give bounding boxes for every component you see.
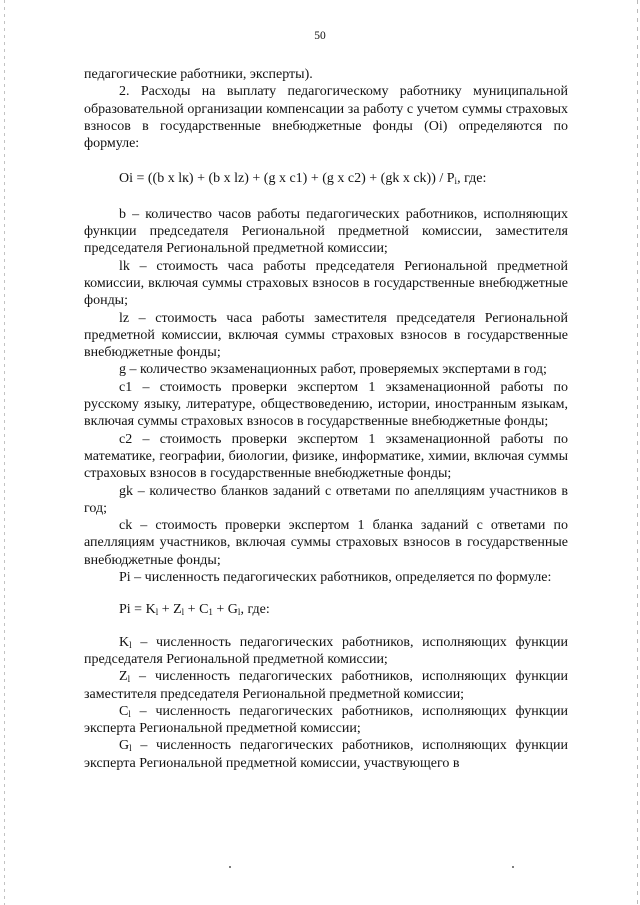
- symbol-g: G: [119, 738, 130, 754]
- definition-g: g – количество экзаменационных работ, проверяемых экспертами в год;: [119, 362, 547, 378]
- definition-c-text: – численность педагогических работников, исполняющих функции эксперта Региональной предметной комиссии;: [84, 703, 568, 737]
- scan-edge-left: [4, 0, 5, 905]
- definition-ck: ck – стоимость проверки экспертом 1 бланка заданий с ответами по апелляциям участников, включая суммы страховых взносов в государственные внебюджетные фонды;: [84, 518, 568, 568]
- paragraph-continuation: педагогические работники, эксперты).: [84, 67, 313, 82]
- symbol-k-sub: l: [129, 639, 132, 650]
- definition-g-count: [84, 737, 568, 772]
- definition-k-text: – численность педагогических работников, исполняющих функции председателя Региональной предметной комиссии;: [84, 634, 568, 667]
- symbol-c: C: [119, 703, 129, 719]
- symbol-z: Z: [119, 669, 128, 685]
- formula-oi-sub: i: [454, 176, 458, 187]
- paragraph-item-2: 2. Расходы на выплату педагогическому работнику муниципальной образовательной организации компенсации за работу с учетом суммы страховых взносов в государственные внебюджетные фонды (Oi) определяются по формуле:: [84, 84, 568, 152]
- definition-gk: gk – количество бланков заданий с ответами по апелляциям участников в год;: [84, 483, 568, 516]
- formula-oi-main: Oi = ((b x lк) + (b x lz) + (g x c1) + (g x c2) + (gk x ck)) / P: [119, 171, 455, 187]
- document-body: [84, 66, 568, 772]
- definition-lk: lk – стоимость часа работы председателя Региональной предметной комиссии, включая суммы страховых взносов в государственные внебюджетные фонды;: [84, 258, 568, 309]
- definition-c2: c2 – стоимость проверки экспертом 1 экзаменационной работы по математике, географии, биологии, физике, информатике, химии, включая суммы страховых взносов в государственные внебюджетные фонды;: [84, 431, 568, 482]
- scan-speck: [229, 866, 231, 868]
- symbol-z-sub: l: [127, 674, 131, 685]
- formula-pi-sub: l: [181, 607, 185, 618]
- formula-oi: [84, 170, 568, 187]
- scan-speck: [512, 866, 514, 868]
- formula-pi-part: , где:: [240, 602, 270, 618]
- definition-z: [84, 668, 568, 703]
- formula-pi-part: + Z: [158, 602, 182, 618]
- scan-edge-right: [637, 0, 638, 905]
- formula-pi-part: Pi = K: [119, 602, 156, 618]
- definition-c1: c1 – стоимость проверки экспертом 1 экзаменационной работы по русскому языку, литературе, обществоведению, истории, иностранным языкам, включая суммы страховых взносов в государственные внебюджетные фонды;: [84, 379, 568, 430]
- definition-c: [84, 703, 568, 738]
- symbol-k: K: [119, 634, 130, 650]
- formula-pi-sub: l: [237, 607, 241, 618]
- definition-pi: Pi – численность педагогических работников, определяется по формуле:: [119, 570, 552, 586]
- formula-pi: [84, 601, 568, 618]
- page-number: 50: [314, 30, 326, 42]
- formula-pi-sub: l: [155, 607, 159, 618]
- definition-g-count-text: – численность педагогических работников, исполняющих функции эксперта Региональной предметной комиссии, участвующего в: [84, 738, 568, 771]
- definition-b: b – количество часов работы педагогических работников, исполняющих функции председателя Региональной предметной комиссии, заместителя председателя Региональной предметной комиссии;: [84, 206, 568, 257]
- definition-z-text: – численность педагогических работников, исполняющих функции заместителя председателя Региональной предметной комиссии;: [84, 669, 568, 702]
- definition-k: [84, 634, 568, 669]
- formula-pi-sub: 1: [208, 607, 213, 618]
- definition-lz: lz – стоимость часа работы заместителя председателя Региональной предметной комиссии, включая суммы страховых взносов в государственные внебюджетные фонды;: [84, 310, 568, 361]
- formula-oi-tail: , где:: [457, 171, 487, 187]
- formula-pi-part: + C: [184, 602, 209, 618]
- formula-pi-part: + G: [212, 602, 238, 618]
- symbol-c-sub: l: [128, 708, 131, 719]
- symbol-g-sub: l: [129, 743, 132, 754]
